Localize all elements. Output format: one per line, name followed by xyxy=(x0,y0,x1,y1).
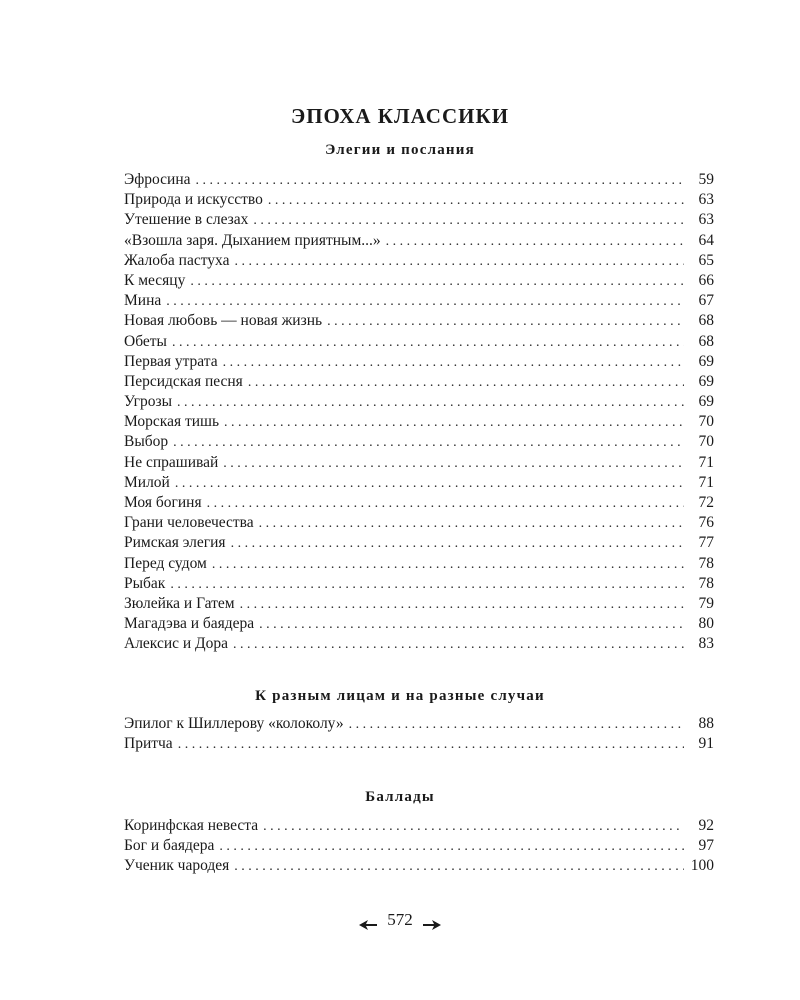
toc-entry-title: Морская тишь xyxy=(124,413,220,431)
toc-entry xyxy=(124,574,714,594)
toc-entry-title: Эфросина xyxy=(124,171,191,188)
toc-entry xyxy=(124,170,714,190)
toc-entry-page-number: 92 xyxy=(698,817,714,834)
toc-dot-leader xyxy=(248,373,684,393)
section-title-ballads: Баллады xyxy=(365,789,435,806)
toc-dot-leader xyxy=(166,292,684,312)
toc-entry-page-number: 69 xyxy=(698,372,714,390)
toc-entry-page-number: 71 xyxy=(698,453,714,471)
toc-dot-leader xyxy=(259,615,684,635)
page-number: 572 xyxy=(387,910,413,930)
toc-list-elegies xyxy=(124,170,714,655)
toc-entry-page-number: 71 xyxy=(698,473,714,491)
toc-entry xyxy=(124,816,714,836)
toc-entry-title: Перед судом xyxy=(124,554,207,572)
toc-entry-title: Зюлейка и Гатем xyxy=(124,594,235,612)
toc-entry xyxy=(124,513,714,533)
section-title-elegies: Элегии и послания xyxy=(325,142,475,159)
toc-dot-leader xyxy=(177,393,684,413)
toc-entry-title: К месяцу xyxy=(124,271,186,289)
toc-entry-title: Милой xyxy=(124,473,170,491)
toc-entry xyxy=(124,210,714,230)
toc-dot-leader xyxy=(327,312,684,332)
toc-entry-page-number: 78 xyxy=(698,554,714,572)
toc-dot-leader xyxy=(170,575,684,595)
toc-entry xyxy=(124,190,714,210)
toc-entry-page-number: 64 xyxy=(698,231,714,249)
toc-entry-title: Алексис и Дора xyxy=(124,635,229,653)
toc-dot-leader xyxy=(234,252,684,272)
toc-dot-leader xyxy=(172,333,684,353)
toc-entry-page-number: 59 xyxy=(698,171,714,188)
toc-entry-title: Притча xyxy=(124,735,173,753)
toc-entry-page-number: 69 xyxy=(698,352,714,370)
toc-dot-leader xyxy=(196,171,684,191)
toc-entry-title: Римская элегия xyxy=(124,534,226,552)
section-title-occasions: К разным лицам и на разные случаи xyxy=(255,688,545,705)
toc-entry xyxy=(124,291,714,311)
toc-entry-title: «Взошла заря. Дыханием приятным...» xyxy=(124,231,381,249)
toc-dot-leader xyxy=(212,555,684,575)
toc-entry-page-number: 67 xyxy=(698,292,714,310)
toc-entry xyxy=(124,392,714,412)
toc-entry-page-number: 63 xyxy=(698,191,714,209)
toc-entry xyxy=(124,311,714,331)
toc-entry-title: Выбор xyxy=(124,433,169,451)
toc-entry xyxy=(124,856,714,876)
toc-entry-page-number: 70 xyxy=(698,433,714,451)
toc-entry xyxy=(124,473,714,493)
toc-dot-leader xyxy=(233,635,684,655)
toc-entry-title: Угрозы xyxy=(124,393,173,411)
toc-dot-leader xyxy=(224,413,684,433)
toc-list-occasions xyxy=(124,714,714,754)
arrowhead-ornament-icon xyxy=(359,915,377,925)
toc-entry-page-number: 80 xyxy=(698,615,714,633)
toc-entry xyxy=(124,533,714,553)
toc-entry-title: Ученик чародея xyxy=(124,857,230,875)
toc-entry-page-number: 83 xyxy=(698,635,714,653)
toc-entry xyxy=(124,251,714,271)
toc-entry-page-number: 91 xyxy=(698,735,714,753)
toc-entry-title: Природа и искусство xyxy=(124,191,263,209)
toc-entry-page-number: 76 xyxy=(698,514,714,532)
toc-entry xyxy=(124,372,714,392)
toc-entry-title: Утешение в слезах xyxy=(124,211,249,229)
toc-entry-page-number: 77 xyxy=(698,534,714,552)
toc-dot-leader xyxy=(263,817,684,837)
toc-entry-title: Новая любовь — новая жизнь xyxy=(124,312,323,330)
toc-dot-leader xyxy=(223,353,684,373)
toc-entry-title: Мина xyxy=(124,292,162,310)
toc-dot-leader xyxy=(268,191,684,211)
toc-entry xyxy=(124,412,714,432)
toc-entry-page-number: 72 xyxy=(698,494,714,511)
toc-entry-page-number: 65 xyxy=(698,251,714,269)
toc-entry xyxy=(124,432,714,452)
toc-entry xyxy=(124,453,714,473)
toc-entry-title: Моя богиня xyxy=(124,494,202,511)
toc-entry xyxy=(124,271,714,291)
toc-entry xyxy=(124,231,714,251)
toc-dot-leader xyxy=(173,433,684,453)
page-title: ЭПОХА КЛАССИКИ xyxy=(290,104,510,129)
toc-dot-leader xyxy=(349,715,684,735)
toc-entry-page-number: 79 xyxy=(698,594,714,612)
arrowhead-ornament-icon xyxy=(423,915,441,925)
toc-dot-leader xyxy=(219,837,684,857)
toc-entry-page-number: 68 xyxy=(698,332,714,350)
toc-dot-leader xyxy=(234,857,684,877)
toc-dot-leader xyxy=(190,272,684,292)
toc-dot-leader xyxy=(207,494,684,514)
toc-entry-page-number: 78 xyxy=(698,574,714,592)
toc-dot-leader xyxy=(259,514,684,534)
toc-entry-title: Магадэва и баядера xyxy=(124,615,255,633)
toc-entry xyxy=(124,352,714,372)
toc-entry-page-number: 88 xyxy=(698,715,714,732)
toc-entry-title: Первая утрата xyxy=(124,352,218,370)
toc-entry-title: Коринфская невеста xyxy=(124,817,259,834)
toc-entry xyxy=(124,836,714,856)
toc-entry-title: Персидская песня xyxy=(124,372,243,390)
toc-entry-title: Грани человечества xyxy=(124,514,254,532)
toc-dot-leader xyxy=(178,735,684,755)
toc-entry-title: Эпилог к Шиллерову «колоколу» xyxy=(124,715,344,732)
toc-entry xyxy=(124,332,714,352)
toc-entry-page-number: 70 xyxy=(698,413,714,431)
toc-list-ballads xyxy=(124,816,714,877)
toc-entry xyxy=(124,554,714,574)
toc-entry xyxy=(124,714,714,734)
toc-entry-page-number: 68 xyxy=(698,312,714,330)
toc-entry-title: Жалоба пастуха xyxy=(124,251,230,269)
toc-dot-leader xyxy=(223,454,684,474)
toc-entry-title: Не спрашивай xyxy=(124,453,219,471)
toc-entry-page-number: 66 xyxy=(698,271,714,289)
toc-entry xyxy=(124,734,714,754)
toc-entry-page-number: 100 xyxy=(690,857,714,875)
toc-dot-leader xyxy=(240,595,684,615)
toc-entry-title: Бог и баядера xyxy=(124,837,215,855)
toc-dot-leader xyxy=(231,534,684,554)
toc-dot-leader xyxy=(175,474,684,494)
toc-entry-title: Обеты xyxy=(124,332,167,350)
toc-entry-page-number: 69 xyxy=(698,393,714,411)
toc-dot-leader xyxy=(386,232,684,252)
toc-entry-title: Рыбак xyxy=(124,574,166,592)
toc-entry xyxy=(124,634,714,654)
toc-entry xyxy=(124,594,714,614)
toc-entry xyxy=(124,614,714,634)
toc-entry-page-number: 63 xyxy=(698,211,714,229)
toc-entry-page-number: 97 xyxy=(698,837,714,855)
toc-dot-leader xyxy=(253,211,684,231)
page-footer xyxy=(0,909,800,930)
toc-entry xyxy=(124,493,714,513)
